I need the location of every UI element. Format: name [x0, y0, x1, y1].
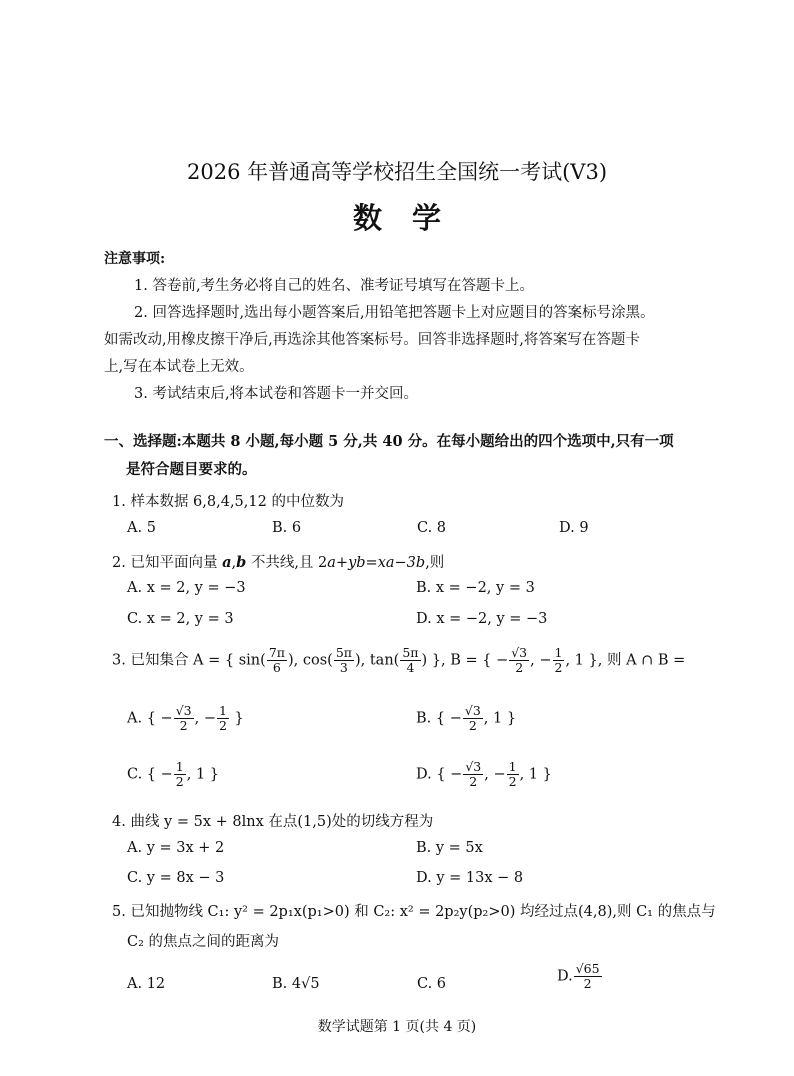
- notice-item-2a: 2. 回答选择题时,选出每小题答案后,用铅笔把答题卡上对应题目的答案标号涂黑。: [134, 305, 655, 321]
- q3-b-f-den: 2: [468, 718, 477, 733]
- q3-d-prefix: D. { −: [416, 766, 463, 783]
- q3-fraction-1: [267, 646, 287, 675]
- q3-option-c: [127, 760, 219, 789]
- q2-stem: [112, 551, 444, 572]
- q3-d-fraction-2: [507, 760, 519, 789]
- q3-mid-1: ), cos(: [287, 652, 333, 669]
- q5-d-fraction: [574, 962, 602, 991]
- q3-b-prefix: B. { −: [416, 710, 462, 727]
- q3-mid-4: , −: [530, 652, 552, 669]
- q3-d-suffix: , 1 }: [519, 766, 552, 783]
- q2-option-d: D. x = −2, y = −3: [416, 611, 548, 627]
- q3-option-a: [127, 704, 244, 733]
- q3-a-f1-den: 2: [179, 718, 188, 733]
- q2-stem-equation: a+yb=xa−3b: [327, 555, 426, 571]
- q3-fraction-2: [334, 646, 354, 675]
- q3-b-f-num: √3: [464, 703, 481, 718]
- q5-option-d: [557, 962, 603, 991]
- q5-d-f-den: 2: [583, 976, 592, 991]
- q3-d-f2-den: 2: [508, 774, 517, 789]
- q3-c-f-num: 1: [175, 759, 184, 774]
- q4-option-c: C. y = 8x − 3: [127, 870, 225, 886]
- q2-stem-comma: ,: [231, 555, 237, 571]
- q3-c-suffix: , 1 }: [186, 766, 220, 783]
- notice-item-2c: 上,写在本试卷上无效。: [104, 359, 254, 375]
- q3-stem-suffix: , 1 }, 则 A ∩ B =: [565, 652, 686, 669]
- q3-option-b: [416, 704, 516, 733]
- q4-stem: 4. 曲线 y = 5x + 8lnx 在点(1,5)处的切线方程为: [112, 814, 434, 830]
- q3-f2-den: 3: [339, 660, 348, 675]
- q3-mid-3: ) }, B = { −: [421, 652, 509, 669]
- page-footer: 数学试题第 1 页(共 4 页): [317, 1019, 477, 1035]
- q3-d-mid: , −: [484, 766, 506, 783]
- notice-item-1: 1. 答卷前,考生务必将自己的姓名、准考证号填写在答题卡上。: [134, 278, 535, 294]
- q3-a-mid: , −: [194, 710, 216, 727]
- q3-d-f1-den: 2: [469, 774, 478, 789]
- q3-c-fraction: [174, 760, 186, 789]
- section-heading-b: 是符合题目要求的。: [126, 461, 257, 478]
- q4-option-b: B. y = 5x: [416, 840, 483, 856]
- q3-stem: [112, 646, 685, 675]
- q3-f5-num: 1: [554, 645, 563, 660]
- q3-a-f1-num: √3: [175, 703, 192, 718]
- q3-c-prefix: C. { −: [127, 766, 173, 783]
- notice-item-3: 3. 考试结束后,将本试卷和答题卡一并交回。: [134, 386, 419, 402]
- q3-fraction-5: [553, 646, 565, 675]
- q5-option-b: B. 4√5: [272, 976, 320, 992]
- q2-stem-prefix: 2. 已知平面向量: [112, 555, 223, 571]
- q2-vec-a: a: [222, 554, 232, 571]
- q3-f2-num: 5π: [335, 645, 352, 660]
- q5-d-f-num: √65: [575, 961, 600, 976]
- q3-a-suffix: }: [229, 710, 244, 727]
- q3-f1-den: 6: [272, 660, 281, 675]
- q4-option-d: D. y = 13x − 8: [416, 870, 524, 886]
- q3-f4-den: 2: [515, 660, 524, 675]
- q3-fraction-3: [400, 646, 420, 675]
- q3-option-d: [416, 760, 552, 789]
- q3-d-f1-num: √3: [465, 759, 482, 774]
- notice-heading: 注意事项:: [104, 251, 166, 267]
- q1-option-d: D. 9: [559, 520, 589, 536]
- q3-a-fraction-1: [174, 704, 194, 733]
- q3-fraction-4: [509, 646, 529, 675]
- q2-vec-b: b: [236, 554, 247, 571]
- q5-stem-b: C₂ 的焦点之间的距离为: [127, 934, 280, 950]
- q1-stem: 1. 样本数据 6,8,4,5,12 的中位数为: [112, 494, 344, 510]
- q3-f5-den: 2: [554, 660, 563, 675]
- q3-a-f2-den: 2: [218, 718, 227, 733]
- q3-a-fraction-2: [217, 704, 229, 733]
- q2-option-b: B. x = −2, y = 3: [416, 580, 535, 596]
- q3-f1-num: 7π: [268, 645, 285, 660]
- q3-a-prefix: A. { −: [127, 710, 173, 727]
- q3-stem-prefix: 3. 已知集合 A = { sin(: [112, 652, 266, 669]
- q3-f4-num: √3: [511, 645, 528, 660]
- exam-title: 2026 年普通高等学校招生全国统一考试(V3): [186, 160, 608, 184]
- q3-d-fraction-1: [463, 760, 483, 789]
- subject-title: 数学: [352, 201, 471, 235]
- q3-mid-2: ), tan(: [354, 652, 400, 669]
- q3-f3-num: 5π: [402, 645, 419, 660]
- q3-b-suffix: , 1 }: [483, 710, 517, 727]
- q3-b-fraction: [463, 704, 483, 733]
- q3-c-f-den: 2: [175, 774, 184, 789]
- q3-f3-den: 4: [406, 660, 415, 675]
- q3-d-f2-num: 1: [508, 759, 517, 774]
- q5-option-c: C. 6: [417, 976, 447, 992]
- q5-stem-a: 5. 已知抛物线 C₁: y² = 2p₁x(p₁>0) 和 C₂: x² = 2p₂y(p₂>0) 均经过点(4,8),则 C₁ 的焦点与: [112, 904, 716, 920]
- q2-stem-mid: 不共线,且 2: [246, 555, 328, 571]
- notice-item-2b: 如需改动,用橡皮擦干净后,再选涂其他答案标号。回答非选择题时,将答案写在答题卡: [104, 332, 640, 348]
- q2-option-c: C. x = 2, y = 3: [127, 611, 234, 627]
- q1-option-c: C. 8: [417, 520, 447, 536]
- q5-d-prefix: D.: [557, 968, 573, 985]
- q4-option-a: A. y = 3x + 2: [127, 840, 225, 856]
- section-heading-a: 一、选择题:本题共 8 小题,每小题 5 分,共 40 分。在每小题给出的四个选项中,只有一项: [104, 433, 674, 450]
- q1-option-a: A. 5: [127, 520, 156, 536]
- q2-stem-suffix: ,则: [425, 555, 445, 571]
- q2-option-a: A. x = 2, y = −3: [127, 580, 246, 596]
- q3-a-f2-num: 1: [218, 703, 227, 718]
- q5-option-a: A. 12: [127, 976, 166, 992]
- q1-option-b: B. 6: [272, 520, 302, 536]
